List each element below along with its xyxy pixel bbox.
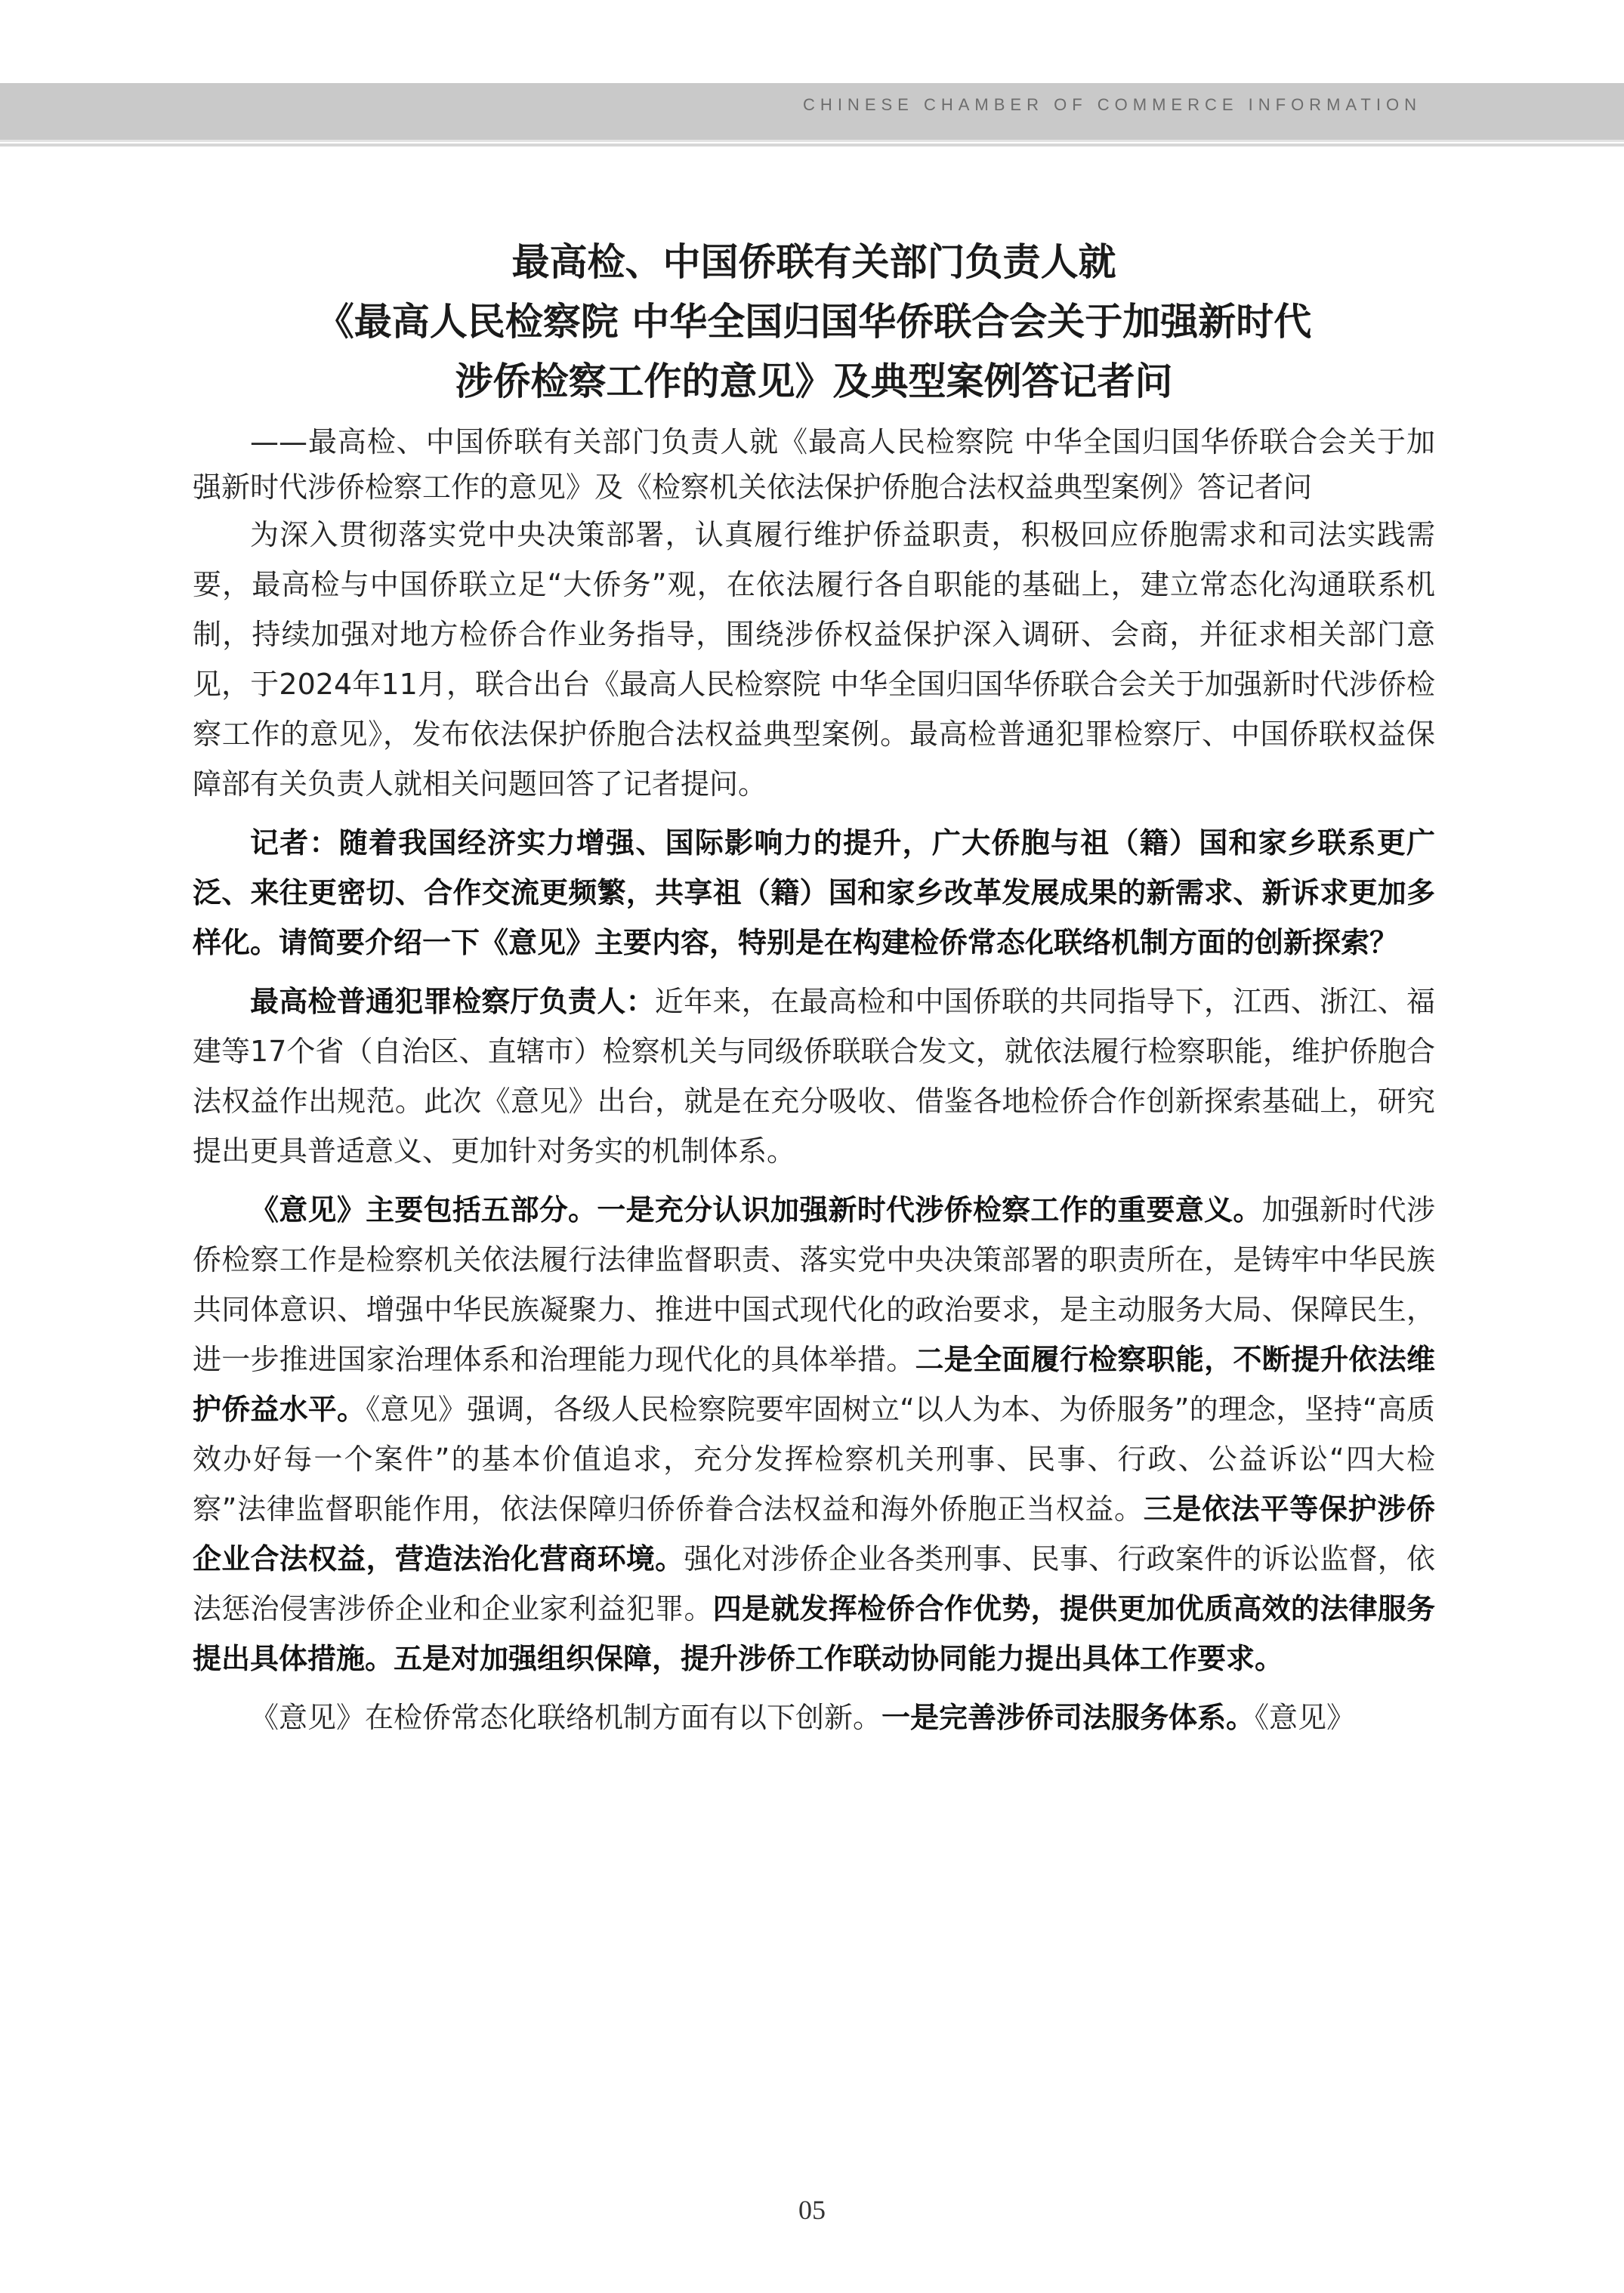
magazine-banner-text: CHINESE CHAMBER OF COMMERCE INFORMATION [803,95,1422,114]
part-4-heading: 四是就发挥检侨合作优势，提供更加优质高效的法律服务提出具体措施。 [193,1592,1435,1675]
part-3-heading: 三是依法平等保护涉侨企业合法权益，营造法治化营商环境。 [193,1492,1435,1575]
part-1-heading: 《意见》主要包括五部分。一是充分认识加强新时代涉侨检察工作的重要意义。 [250,1193,1262,1227]
article-title [193,233,1435,412]
speaker-label: 最高检普通犯罪检察厅负责人： [250,985,655,1018]
innovation-text: 《意见》在检侨常态化联络机制方面有以下创新。 [250,1701,882,1734]
title-line-3: 涉侨检察工作的意见》及典型案例答记者问 [455,360,1173,403]
part-3-text: 强化对涉侨企业各类刑事、民事、行政案件的诉讼监督，依法惩治侵害涉侨企业和企业家利益犯罪。 [193,1542,1435,1625]
reporter-question [193,818,1435,968]
article [193,233,1435,1742]
official-answer [193,977,1435,1176]
article-subtitle: ——最高检、中国侨联有关部门负责人就《最高人民检察院 中华全国归国华侨联合会关于加强新时代涉侨检察工作的意见》及《检察机关依法保护侨胞合法权益典型案例》答记者问 [193,425,1435,504]
answer-text: 近年来，在最高检和中国侨联的共同指导下，江西、浙江、福建等17个省（自治区、直辖市）检察机关与同级侨联联合发文，就依法履行检察职能，维护侨胞合法权益作出规范。此次《意见》出台，就是在充分吸收、借鉴各地检侨合作创新探索基础上，研究提出更具普适意义、更加针对务实的机制体系。 [193,985,1435,1168]
header-divider [0,144,1624,147]
innovation-paragraph [193,1693,1435,1742]
part-2-heading: 二是全面履行检察职能，不断提升依法维护侨益水平。 [193,1343,1435,1426]
innovation-heading: 一是完善涉侨司法服务体系。 [881,1701,1255,1734]
part-5-heading: 五是对加强组织保障，提升涉侨工作联动协同能力提出具体工作要求。 [394,1642,1284,1675]
five-parts-paragraph [193,1185,1435,1683]
part-2-text: 《意见》强调，各级人民检察院要牢固树立“以人为本、为侨服务”的理念，坚持“高质效办好每一个案件”的基本价值追求，充分发挥检察机关刑事、民事、行政、公益诉讼“四大检察”法律监督职能作用，依法保障归侨侨眷合法权益和海外侨胞正当权益。 [193,1393,1435,1526]
question-text: 记者：随着我国经济实力增强、国际影响力的提升，广大侨胞与祖（籍）国和家乡联系更广泛、来往更密切、合作交流更频繁，共享祖（籍）国和家乡改革发展成果的新需求、新诉求更加多样化。请简要介绍一下《意见》主要内容，特别是在构建检侨常态化联络机制方面的创新探索？ [193,826,1435,959]
part-1-text: 加强新时代涉侨检察工作是检察机关依法履行法律监督职责、落实党中央决策部署的职责所在，是铸牢中华民族共同体意识、增强中华民族凝聚力、推进中国式现代化的政治要求，是主动服务大局、保障民生，进一步推进国家治理体系和治理能力现代化的具体举措。 [193,1193,1435,1376]
title-line-1: 最高检、中国侨联有关部门负责人就 [511,240,1116,284]
title-line-2: 《最高人民检察院 中华全国归国华侨联合会关于加强新时代 [316,300,1312,344]
page-number: 05 [798,2195,826,2225]
innovation-tail: 《意见》 [1255,1701,1356,1734]
intro-paragraph: 为深入贯彻落实党中央决策部署，认真履行维护侨益职责，积极回应侨胞需求和司法实践需要，最高检与中国侨联立足“大侨务”观，在依法履行各自职能的基础上，建立常态化沟通联系机制，持续加强对地方检侨合作业务指导，围绕涉侨权益保护深入调研、会商，并征求相关部门意见，于2024年11月，联合出台《最高人民检察院 中华全国归国华侨联合会关于加强新时代涉侨检察工作的意见》，发布依法保护侨胞合法权益典型案例。最高检普通犯罪检察厅、中国侨联权益保障部有关负责人就相关问题回答了记者提问。 [193,518,1435,801]
